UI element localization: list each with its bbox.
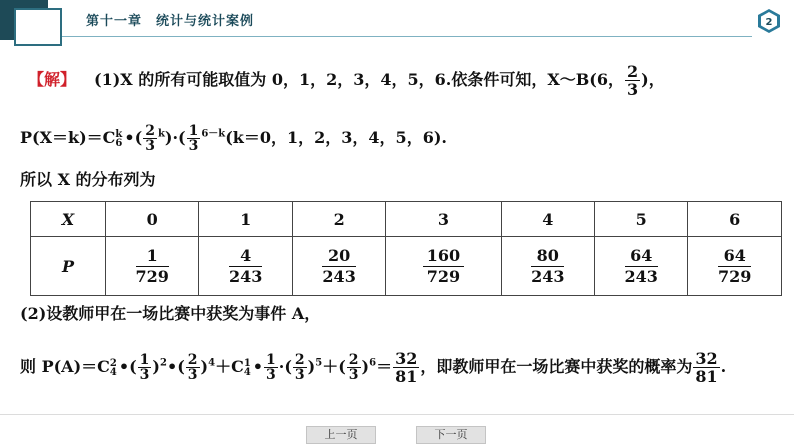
- fraction: $\frac{2}{3}$: [294, 352, 305, 383]
- table-cell-p: [501, 237, 594, 296]
- fraction: $\frac{160}{729}$: [423, 246, 464, 287]
- table-cell-p: [106, 237, 199, 296]
- fraction: $\frac{2}{3}$: [348, 352, 359, 383]
- chapter-title: 第十一章 统计与统计案例: [86, 14, 255, 29]
- table-header-cell: P: [31, 237, 106, 296]
- solution-line-1: 【解】 (1)X 的所有可能取值为 0，1，2，3，4，5，6.依条件可知，X～B(6， $\frac{2}{3}$ )，: [28, 62, 665, 99]
- solution-line-3: 所以 X 的分布列为: [20, 170, 156, 189]
- page-badge-hexagon-icon: [756, 8, 782, 34]
- solution-line-2: P(X＝k)＝C k 6 •( $\frac{2}{3}$ $^k$)·( $\frac{1}{3}$ $^{6-k}$(k＝0，1，2，3，4，5，6).: [20, 123, 447, 154]
- distribution-table: [30, 201, 782, 296]
- table-cell-x: 6: [688, 202, 782, 237]
- table-cell-p: [386, 237, 501, 296]
- table-cell-p: [199, 237, 292, 296]
- solution-label: 【解】: [28, 70, 77, 89]
- fraction: $\frac{64}{243}$: [624, 245, 658, 286]
- table-cell-x: 2: [292, 202, 385, 237]
- fraction: $\frac{80}{243}$: [531, 245, 565, 286]
- footer-rule: [0, 414, 794, 415]
- fraction: $\frac{64}{729}$: [718, 245, 752, 286]
- table-cell-p: [292, 237, 385, 296]
- header-rule: [62, 36, 752, 37]
- table-row: [31, 202, 782, 237]
- fraction: $\frac{1}{3}$: [266, 352, 276, 383]
- part2-line-1: (2)设教师甲在一场比赛中获奖为事件 A，: [20, 304, 321, 323]
- prev-page-button[interactable]: 上一页: [306, 426, 376, 444]
- fraction: $\frac{2}{3}$: [187, 352, 198, 383]
- part2-line-2: 则 P(A)＝C 2 4 •( $\frac{1}{3}$ )$^2$•( $\frac{2}{3}$ )$^4$＋C 1 4 • $\frac{1}{3}$ ·( $\frac{2}{3}$ )$^5$＋( $\frac{2}{3}$ )$^6$＝ $\frac{32}{81}$ ，即教师甲在一场比赛中获奖的概率为 $\frac{32}{81}$ .: [20, 349, 727, 386]
- fraction: $\frac{1}{3}$: [188, 123, 199, 154]
- fraction: $\frac{2}{3}$: [145, 123, 155, 154]
- table-cell-x: 3: [386, 202, 501, 237]
- fraction: $\frac{20}{243}$: [322, 245, 356, 286]
- next-page-button[interactable]: 下一页: [416, 426, 486, 444]
- fraction: $\frac{1}{729}$: [135, 245, 169, 286]
- table-row: [31, 237, 782, 296]
- table-cell-x: 4: [501, 202, 594, 237]
- page-header: [0, 0, 794, 40]
- table-cell-p: [595, 237, 688, 296]
- fraction: $\frac{1}{3}$: [139, 352, 150, 383]
- table-cell-x: 5: [595, 202, 688, 237]
- fraction-result: $\frac{32}{81}$: [395, 349, 418, 386]
- table-cell-p: [688, 237, 782, 296]
- page-number: 2: [765, 17, 773, 28]
- fraction: $\frac{2}{3}$: [627, 62, 639, 99]
- table-cell-x: 1: [199, 202, 292, 237]
- fraction: $\frac{4}{243}$: [228, 245, 263, 286]
- fraction-result: $\frac{32}{81}$: [695, 349, 718, 386]
- table-header-cell: X: [31, 202, 106, 237]
- table-cell-x: 0: [106, 202, 199, 237]
- header-decor-frame: [14, 8, 62, 46]
